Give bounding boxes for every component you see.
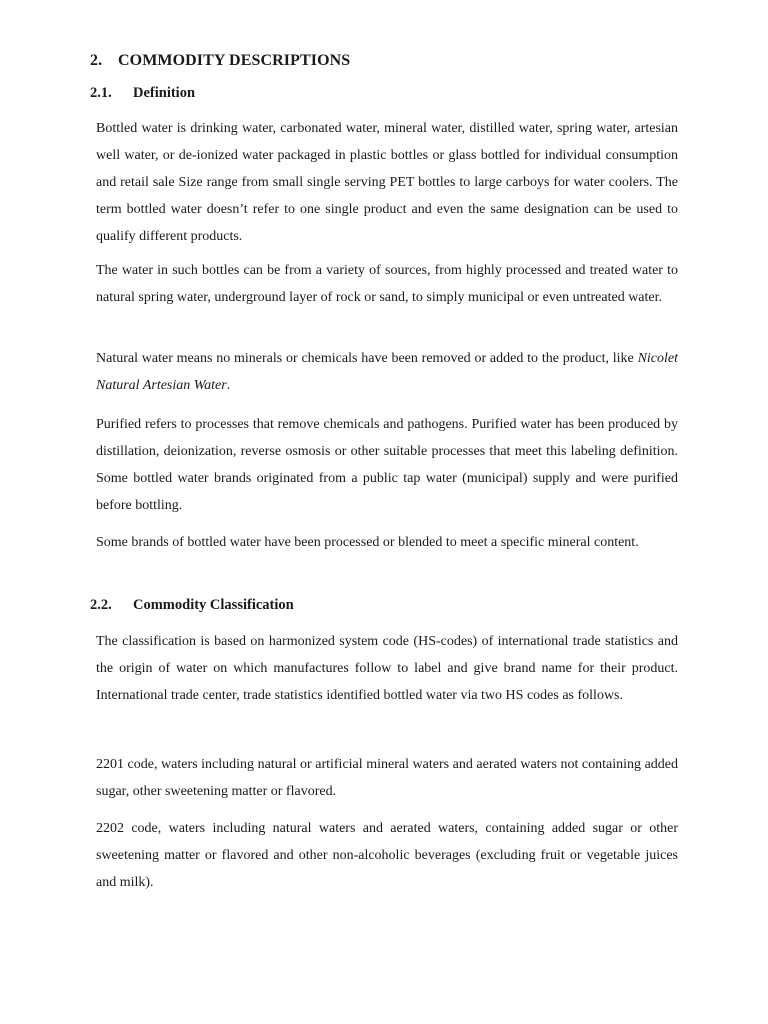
definition-number: 2.1. — [90, 85, 112, 101]
natural-water-text: Natural water means no minerals or chemicals have been removed or added to the product, like — [96, 351, 634, 366]
definition-title: Definition — [133, 85, 196, 101]
definition-heading — [90, 85, 195, 102]
definition-paragraph-5: Some brands of bottled water have been processed or blended to meet a specific mineral content. — [96, 535, 639, 550]
natural-water-example: Nicolet Natural Artesian Water — [96, 351, 678, 393]
definition-paragraph-3 — [96, 345, 678, 399]
definition-paragraph-1: Bottled water is drinking water, carbonated water, mineral water, distilled water, spring water, artesian well water, or de-ionized water packaged in plastic bottles or glass bottled for individual consumption and retail sale Size range from small single serving PET bottles to large carboys for water coolers. The term bottled water doesn’t refer to one single product and even the same designation can be used to qualify different products. — [96, 121, 678, 244]
classification-paragraph-2: 2201 code, waters including natural or artificial mineral waters and aerated waters not containing added sugar, other sweetening matter or flavored. — [96, 757, 678, 799]
classification-title: Commodity Classification — [133, 597, 294, 613]
classification-heading — [90, 597, 294, 614]
section-title: COMMODITY DESCRIPTIONS — [118, 52, 351, 69]
section-number: 2. — [90, 52, 103, 69]
section-heading — [90, 52, 351, 70]
classification-paragraph-3: 2202 code, waters including natural waters and aerated waters, containing added sugar or other sweetening matter or flavored and other non-alcoholic beverages (excluding fruit or vegetable juices and milk). — [96, 821, 678, 890]
definition-paragraph-2: The water in such bottles can be from a variety of sources, from highly processed and treated water to natural spring water, underground layer of rock or sand, to simply municipal or even untreated water. — [96, 263, 678, 305]
classification-paragraph-1: The classification is based on harmonized system code (HS-codes) of international trade statistics and the origin of water on which manufactures follow to label and give brand name for their product. International trade center, trade statistics identified bottled water via two HS codes as follows. — [96, 634, 678, 703]
natural-water-example-end: . — [226, 378, 231, 393]
definition-paragraph-4: Purified refers to processes that remove chemicals and pathogens. Purified water has been produced by distillation, deionization, reverse osmosis or other suitable processes that meet this labeling definition. Some bottled water brands originated from a public tap water (municipal) supply and were purified before bottling. — [96, 417, 678, 513]
classification-number: 2.2. — [90, 597, 112, 613]
